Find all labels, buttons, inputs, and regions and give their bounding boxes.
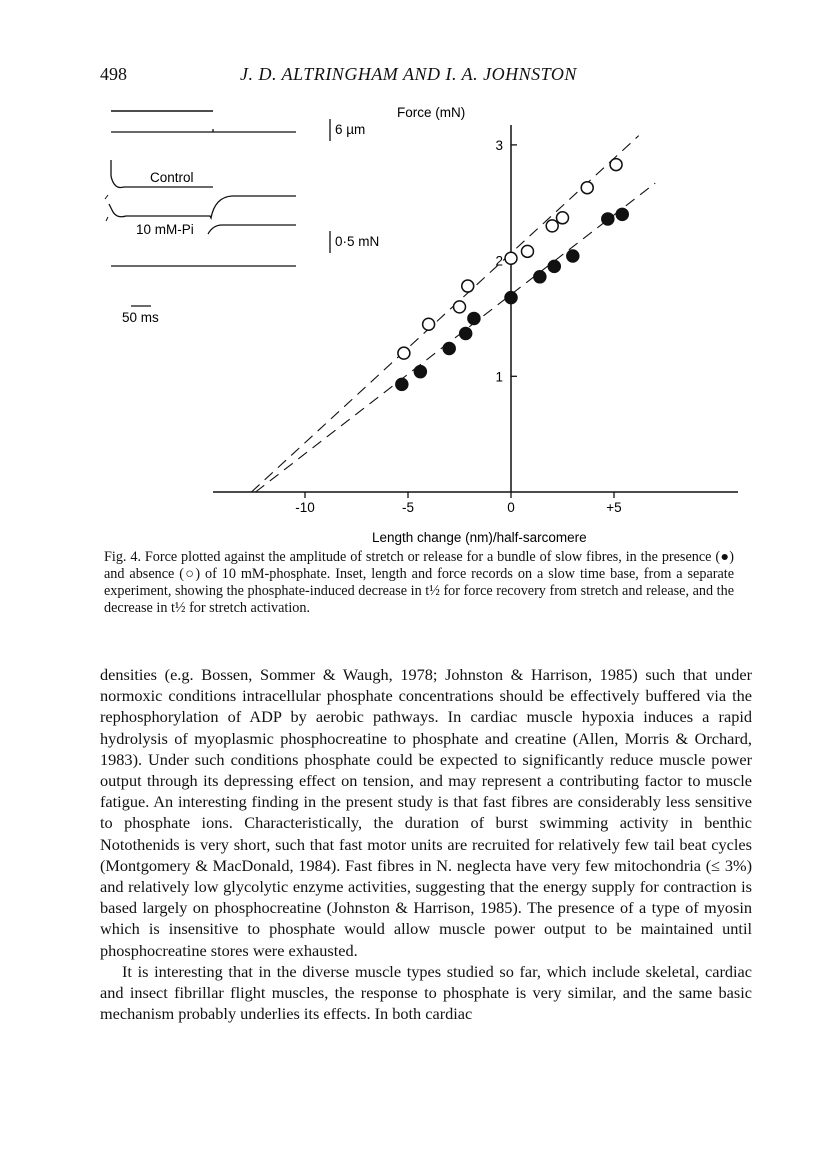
data-points — [396, 159, 628, 391]
figure-4 — [0, 0, 816, 545]
filled-point-2 — [443, 343, 455, 355]
filled-point-4 — [468, 312, 480, 324]
y-axis-label: Force (mN) — [397, 105, 466, 120]
force-trace-stretch — [208, 225, 296, 234]
length-trace-pi — [111, 129, 296, 132]
force-length-chart — [213, 105, 738, 545]
filled-point-9 — [602, 213, 614, 225]
filled-point-0 — [396, 378, 408, 390]
filled-point-3 — [460, 327, 472, 339]
page-number: 498 — [100, 64, 127, 84]
control-label: Control — [150, 170, 194, 185]
open-point-9 — [610, 159, 622, 171]
open-point-2 — [454, 301, 466, 313]
filled-point-6 — [534, 271, 546, 283]
open-point-8 — [581, 182, 593, 194]
body-text — [100, 664, 752, 1024]
filled-point-8 — [567, 250, 579, 262]
open-point-3 — [462, 280, 474, 292]
time-scale-label: 50 ms — [122, 310, 159, 325]
force-trace-pi — [109, 196, 296, 218]
open-point-5 — [521, 245, 533, 257]
open-point-1 — [423, 318, 435, 330]
x-axis-label: Length change (nm)/half-sarcomere — [372, 530, 587, 545]
length-scale-label: 6 µm — [335, 122, 366, 137]
inset-traces — [105, 111, 330, 306]
running-head: J. D. ALTRINGHAM AND I. A. JOHNSTON — [240, 64, 577, 84]
open-point-6 — [546, 220, 558, 232]
y-tick-label-1: 2 — [495, 253, 503, 269]
body-paragraph-2: It is interesting that in the diverse muscle types studied so far, which include skeletal, cardiac and insect fibrillar flight muscles, the response to phosphate is very similar, and the same basic mechanism probably underlies its effects. In both cardiac — [100, 961, 752, 1024]
x-tick-label-2: 0 — [507, 500, 515, 515]
filled-point-10 — [616, 208, 628, 220]
pi-label: 10 mM-Pi — [136, 222, 194, 237]
open-point-4 — [505, 252, 517, 264]
x-tick-label-0: -10 — [295, 500, 315, 515]
x-tick-label-1: -5 — [401, 500, 415, 515]
y-tick-label-0: 1 — [495, 369, 503, 385]
x-tick-label-3: +5 — [606, 500, 622, 515]
filled-point-1 — [414, 366, 426, 378]
filled-point-5 — [505, 292, 517, 304]
axis-ticks — [295, 138, 621, 515]
filled-point-7 — [548, 260, 560, 272]
open-point-0 — [398, 347, 410, 359]
body-paragraph-1: densities (e.g. Bossen, Sommer & Waugh, 1978; Johnston & Harrison, 1985) such that under normoxic conditions intracellular phosphate concentrations should be effectively buffered via the rephosphorylation of ADP by aerobic pathways. In cardiac muscle hypoxia induces a rapid hydrolysis of myoplasmic phosphocreatine to phosphate and creatine (Allen, Morris & Orchard, 1983). Under such conditions phosphate could be expected to significantly reduce muscle power output through its depressing effect on tension, and may represent a contributing factor to muscle fatigue. An interesting finding in the present study is that fast fibres are considerably less sensitive to phosphate ions. Characteristically, the duration of burst swimming activity in benthic Notothenids is very short, such that fast motor units are recruited for relatively few tail beat cycles (Montgomery & MacDonald, 1984). Fast fibres in N. neglecta have very few mitochondria (≤ 3%) and relatively low glycolytic enzyme activities, suggesting that the energy supply for contraction is based largely on phosphocreatine (Johnston & Harrison, 1985). The presence of a type of myosin which is insensitive to phosphate would allow muscle power output to be maintained until phosphocreatine stores were exhausted. — [100, 665, 752, 960]
force-scale-label: 0·5 mN — [335, 234, 380, 249]
fit-line-filled — [256, 183, 656, 492]
fit-lines — [251, 136, 655, 492]
figure-caption: Fig. 4. Force plotted against the amplitude of stretch or release for a bundle of slow fibres, in the presence (●) and absence (○) of 10 mM-phosphate. Inset, length and force records on a slow time base, from a separate experiment, showing the phosphate-induced decrease in t½ for force recovery from stretch and release, and the decrease in t½ for stretch activation. — [104, 549, 734, 616]
y-tick-label-2: 3 — [495, 137, 503, 153]
open-point-7 — [557, 212, 569, 224]
